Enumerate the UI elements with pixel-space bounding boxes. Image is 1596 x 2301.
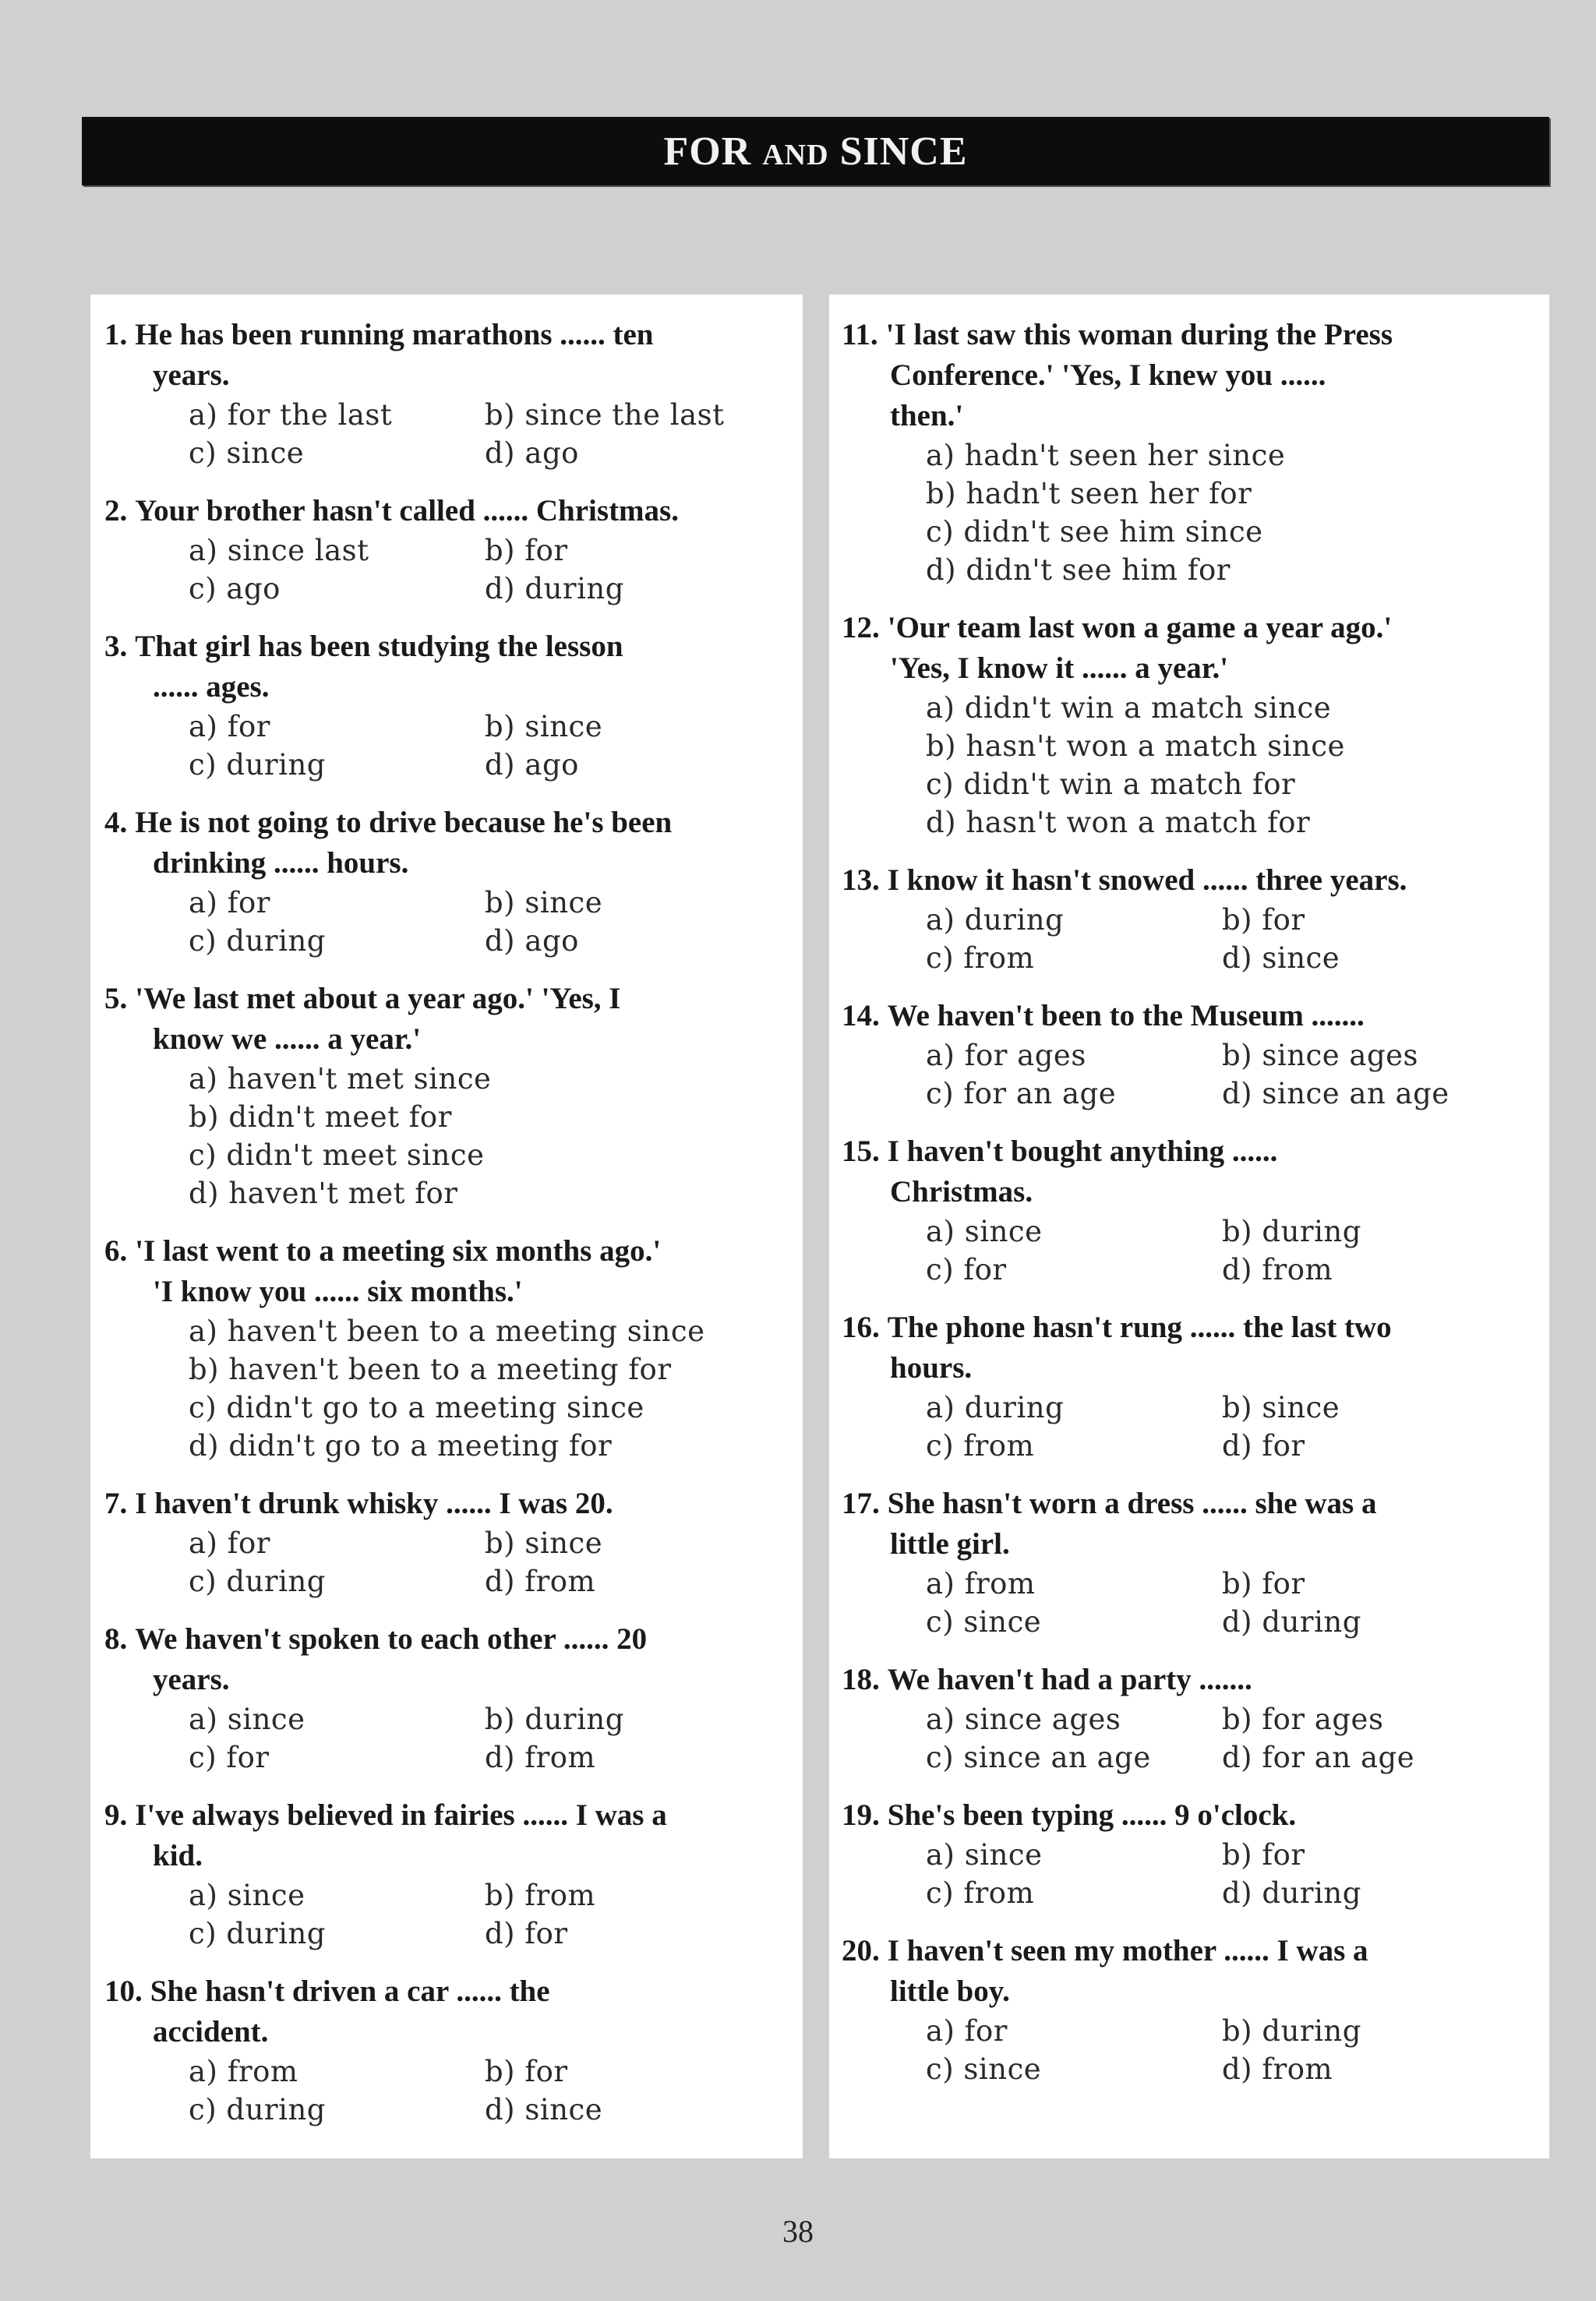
answer-options (842, 1389, 1549, 1465)
answer-option[interactable]: d) haven't met for (189, 1177, 458, 1210)
question-text-continued: drinking ...... hours. (153, 846, 409, 880)
answer-option[interactable]: b) haven't been to a meeting for (189, 1353, 672, 1386)
question-text-continued: then.' (890, 399, 964, 432)
question-item (104, 315, 803, 472)
answer-option[interactable]: d) from (1222, 1253, 1333, 1286)
question-text-continued: kid. (153, 1839, 203, 1872)
question-text-continued: 'I know you ...... six months.' (153, 1275, 523, 1308)
answer-option[interactable]: a) since (926, 1838, 1043, 1872)
answer-option[interactable]: d) hasn't won a match for (926, 806, 1311, 839)
question-number: 19. (842, 1798, 880, 1832)
answer-option[interactable]: a) during (926, 903, 1065, 937)
question-item (842, 1484, 1549, 1641)
question-text: She hasn't driven a car ...... the (150, 1975, 550, 2008)
question-number: 8. (104, 1622, 128, 1656)
question-text-continued: little girl. (890, 1527, 1010, 1561)
question-item (104, 626, 803, 784)
question-item (104, 1231, 803, 1465)
answer-option[interactable]: a) for ages (926, 1039, 1086, 1072)
answer-option[interactable]: a) didn't win a match since (926, 691, 1332, 725)
answer-option[interactable]: a) for (189, 1526, 270, 1560)
question-text-continued: accident. (153, 2015, 269, 2049)
question-item (104, 1484, 803, 1600)
answer-option[interactable]: c) since (189, 436, 305, 470)
question-stem (842, 996, 1549, 1036)
question-number: 15. (842, 1135, 880, 1168)
answer-option[interactable]: b) since (1222, 1391, 1340, 1424)
question-item (104, 979, 803, 1212)
answer-option[interactable]: c) didn't meet since (189, 1138, 485, 1172)
question-item (842, 1308, 1549, 1465)
question-stem (104, 315, 803, 355)
question-stem (104, 491, 803, 531)
question-stem (104, 1971, 803, 2012)
answer-option[interactable]: b) from (485, 1879, 596, 1912)
question-item (842, 1795, 1549, 1912)
answer-option[interactable]: d) during (1222, 1876, 1361, 1910)
answer-option[interactable]: c) from (926, 941, 1035, 975)
answer-option[interactable]: b) during (485, 1703, 624, 1736)
question-stem (842, 1308, 1549, 1348)
answer-option[interactable]: b) for (485, 534, 568, 567)
question-text: We haven't spoken to each other ...... 20 (135, 1622, 648, 1656)
answer-option[interactable]: c) since (926, 2052, 1042, 2086)
question-text: We haven't been to the Museum ....... (887, 999, 1365, 1032)
answer-option[interactable]: d) from (1222, 2052, 1333, 2086)
answer-option[interactable]: c) didn't see him since (926, 515, 1263, 549)
question-text: 'I last went to a meeting six months ago.' (135, 1234, 662, 1268)
question-stem (842, 608, 1549, 648)
question-text: I haven't seen my mother ...... I was a (887, 1934, 1368, 1967)
answer-option[interactable]: a) since (189, 1879, 305, 1912)
answer-option[interactable]: d) from (485, 1565, 596, 1598)
question-stem (842, 1931, 1549, 1971)
question-item (104, 803, 803, 960)
left-question-panel (90, 295, 803, 2158)
answer-option[interactable]: b) for (485, 2055, 568, 2088)
answer-option[interactable]: c) during (189, 924, 326, 958)
question-stem (104, 803, 803, 843)
question-number: 10. (104, 1975, 143, 2008)
question-text-continued: 'Yes, I know it ...... a year.' (890, 651, 1229, 685)
question-item (842, 1931, 1549, 2088)
answer-option[interactable]: b) for (1222, 903, 1305, 937)
answer-option[interactable]: a) haven't been to a meeting since (189, 1315, 705, 1348)
question-number: 11. (842, 318, 878, 351)
answer-options (104, 1312, 803, 1465)
answer-options (104, 1876, 803, 1953)
answer-option[interactable]: c) for (189, 1741, 270, 1774)
question-number: 17. (842, 1487, 880, 1520)
answer-options (842, 1565, 1549, 1641)
question-number: 13. (842, 863, 880, 897)
answer-option[interactable]: c) ago (189, 572, 281, 605)
answer-option[interactable]: b) during (1222, 2014, 1361, 2048)
answer-option[interactable]: d) ago (485, 436, 579, 470)
question-text: I haven't drunk whisky ...... I was 20. (135, 1487, 613, 1520)
answer-option[interactable]: a) hadn't seen her since (926, 439, 1286, 472)
question-stem (104, 1484, 803, 1524)
answer-option[interactable]: b) hadn't seen her for (926, 477, 1252, 510)
answer-option[interactable]: a) during (926, 1391, 1065, 1424)
question-text-continued: Conference.' 'Yes, I knew you ...... (890, 358, 1326, 392)
answer-option[interactable]: c) since (926, 1605, 1042, 1639)
answer-option[interactable]: c) for an age (926, 1077, 1117, 1110)
question-number: 20. (842, 1934, 880, 1967)
question-text-continued: ...... ages. (153, 670, 270, 704)
answer-option[interactable]: d) for (485, 1917, 568, 1950)
answer-option[interactable]: b) since ages (1222, 1039, 1419, 1072)
answer-option[interactable]: a) since (189, 1703, 305, 1736)
question-number: 2. (104, 494, 128, 528)
question-text: Your brother hasn't called ...... Christmas. (135, 494, 679, 528)
question-text: I haven't bought anything ...... (887, 1135, 1278, 1168)
answer-options (842, 1700, 1549, 1777)
question-number: 14. (842, 999, 880, 1032)
question-stem (842, 1484, 1549, 1524)
answer-option[interactable]: d) since (485, 2093, 603, 2126)
answer-option[interactable]: b) didn't meet for (189, 1100, 452, 1134)
answer-option[interactable]: c) from (926, 1876, 1035, 1910)
answer-options (104, 396, 803, 472)
answer-options (842, 2012, 1549, 2088)
question-stem (842, 1795, 1549, 1836)
question-text-continued: little boy. (890, 1975, 1010, 2008)
question-stem (104, 626, 803, 667)
answer-option[interactable]: b) during (1222, 1215, 1361, 1248)
answer-option[interactable]: d) didn't go to a meeting for (189, 1429, 613, 1463)
question-text-continued: years. (153, 358, 230, 392)
answer-option[interactable]: c) during (189, 2093, 326, 2126)
title-bar (82, 117, 1549, 185)
answer-option[interactable]: c) didn't win a match for (926, 768, 1296, 801)
answer-options (842, 1836, 1549, 1912)
answer-option[interactable]: b) for (1222, 1838, 1305, 1872)
page-title: FOR AND SINCE (663, 129, 968, 174)
question-stem (104, 1231, 803, 1272)
answer-option[interactable]: d) for an age (1222, 1741, 1415, 1774)
answer-option[interactable]: a) from (189, 2055, 298, 2088)
question-text: She's been typing ...... 9 o'clock. (887, 1798, 1297, 1832)
question-text: I've always believed in fairies ...... I was a (135, 1798, 667, 1832)
answer-options (842, 901, 1549, 977)
answer-option[interactable]: c) from (926, 1429, 1035, 1463)
question-stem (842, 1660, 1549, 1700)
question-number: 18. (842, 1663, 880, 1696)
question-number: 7. (104, 1487, 128, 1520)
answer-option[interactable]: a) haven't met since (189, 1062, 492, 1096)
answer-option[interactable]: a) from (926, 1567, 1036, 1600)
answer-option[interactable]: c) during (189, 1917, 326, 1950)
question-item (842, 608, 1549, 842)
answer-option[interactable]: d) ago (485, 924, 579, 958)
answer-option[interactable]: c) didn't go to a meeting since (189, 1391, 644, 1424)
answer-option[interactable]: d) during (485, 572, 624, 605)
question-text: I know it hasn't snowed ...... three years. (887, 863, 1407, 897)
question-stem (104, 979, 803, 1019)
question-number: 9. (104, 1798, 128, 1832)
question-text: We haven't had a party ....... (887, 1663, 1252, 1696)
question-text: 'I last saw this woman during the Press (885, 318, 1393, 351)
question-stem (842, 1131, 1549, 1172)
question-number: 16. (842, 1311, 880, 1344)
answer-option[interactable]: d) since (1222, 941, 1340, 975)
answer-options (104, 1524, 803, 1600)
question-stem (104, 1795, 803, 1836)
question-stem (842, 315, 1549, 355)
answer-option[interactable]: d) for (1222, 1429, 1305, 1463)
answer-option[interactable]: b) for (1222, 1567, 1305, 1600)
question-number: 1. (104, 318, 128, 351)
answer-option[interactable]: d) since an age (1222, 1077, 1449, 1110)
question-text-continued: know we ...... a year.' (153, 1022, 422, 1056)
question-stem (842, 860, 1549, 901)
answer-option[interactable]: a) for (189, 710, 270, 743)
answer-option[interactable]: b) since (485, 710, 603, 743)
answer-option[interactable]: b) since the last (485, 398, 725, 432)
answer-option[interactable]: b) since (485, 886, 603, 919)
answer-options (842, 689, 1549, 842)
question-text: She hasn't worn a dress ...... she was a (887, 1487, 1377, 1520)
question-text: That girl has been studying the lesson (135, 630, 623, 663)
answer-options (842, 1036, 1549, 1113)
answer-option[interactable]: c) during (189, 1565, 326, 1598)
question-item (842, 996, 1549, 1113)
question-text: He is not going to drive because he's been (135, 806, 673, 839)
answer-option[interactable]: d) during (1222, 1605, 1361, 1639)
question-text-continued: years. (153, 1663, 230, 1696)
question-item (842, 860, 1549, 977)
question-text: 'We last met about a year ago.' 'Yes, I (135, 982, 621, 1015)
question-number: 4. (104, 806, 128, 839)
answer-options (104, 1060, 803, 1212)
question-item (104, 1619, 803, 1777)
question-item (104, 1971, 803, 2129)
question-item (104, 1795, 803, 1953)
answer-option[interactable]: c) during (189, 748, 326, 782)
answer-options (842, 1212, 1549, 1289)
question-item (842, 1660, 1549, 1777)
answer-options (104, 1700, 803, 1777)
question-text: 'Our team last won a game a year ago.' (887, 611, 1393, 644)
question-text-continued: hours. (890, 1351, 973, 1385)
question-number: 3. (104, 630, 128, 663)
question-stem (104, 1619, 803, 1660)
answer-option[interactable]: a) for (189, 886, 270, 919)
answer-option[interactable]: c) since an age (926, 1741, 1151, 1774)
answer-option[interactable]: c) for (926, 1253, 1007, 1286)
question-number: 12. (842, 611, 880, 644)
question-number: 6. (104, 1234, 128, 1268)
question-item (842, 1131, 1549, 1289)
answer-option[interactable]: a) since last (189, 534, 369, 567)
answer-option[interactable]: b) hasn't won a match since (926, 729, 1345, 763)
answer-option[interactable]: b) for ages (1222, 1703, 1384, 1736)
question-text: He has been running marathons ...... ten (135, 318, 654, 351)
answer-options (104, 531, 803, 608)
answer-option[interactable]: a) since ages (926, 1703, 1121, 1736)
answer-options (104, 708, 803, 784)
right-question-panel (829, 295, 1549, 2158)
page-number: 38 (782, 2214, 814, 2249)
question-item (104, 491, 803, 608)
answer-options (842, 436, 1549, 589)
answer-option[interactable]: a) for the last (189, 398, 393, 432)
answer-option[interactable]: d) didn't see him for (926, 553, 1231, 587)
answer-option[interactable]: d) from (485, 1741, 596, 1774)
answer-option[interactable]: d) ago (485, 748, 579, 782)
answer-option[interactable]: a) for (926, 2014, 1008, 2048)
question-text: The phone hasn't rung ...... the last two (887, 1311, 1392, 1344)
question-text-continued: Christmas. (890, 1175, 1033, 1209)
answer-options (104, 2052, 803, 2129)
question-number: 5. (104, 982, 128, 1015)
answer-options (104, 884, 803, 960)
answer-option[interactable]: b) since (485, 1526, 603, 1560)
answer-option[interactable]: a) since (926, 1215, 1043, 1248)
question-item (842, 315, 1549, 589)
